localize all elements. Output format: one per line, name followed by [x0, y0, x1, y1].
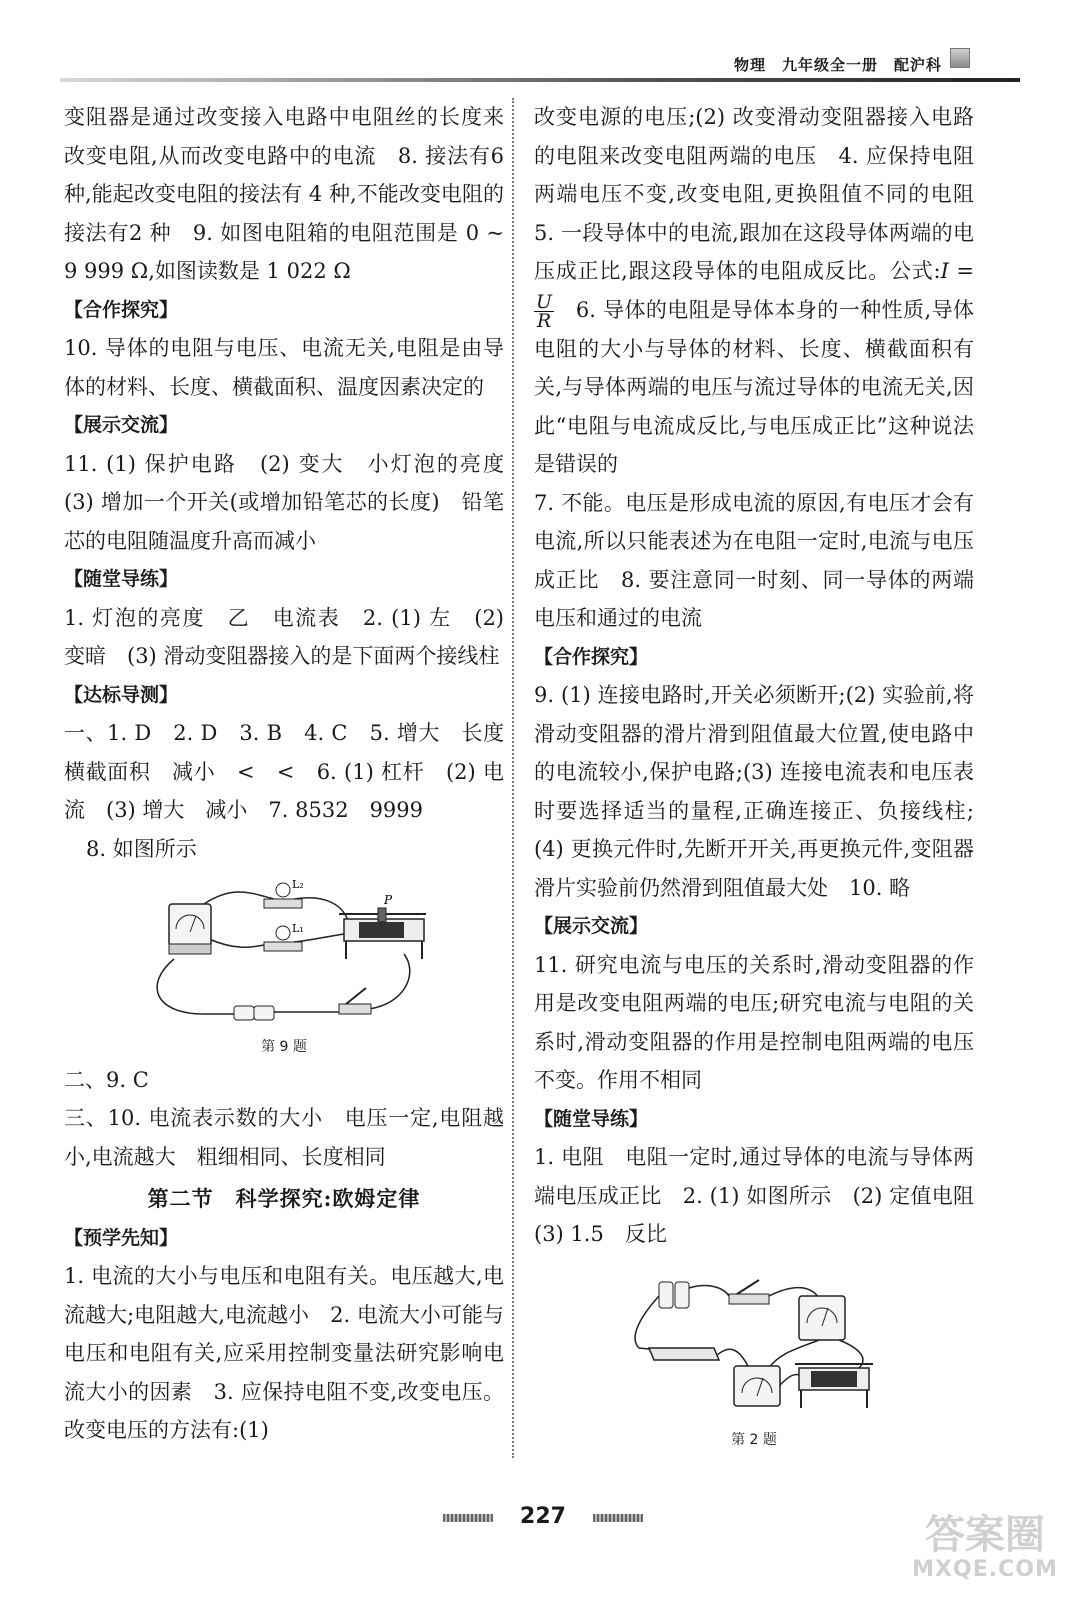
- circuit-figure-9: [64, 874, 504, 1057]
- chapter-section-title: 第二节 科学探究:欧姆定律: [147, 1186, 421, 1211]
- section-heading: 【预学先知】: [64, 1226, 179, 1249]
- bulb-l2-label: L₂: [292, 878, 304, 891]
- answer-paragraph: 10. 导体的电阻与电压、电流无关,电阻是由导体的材料、长度、横截面积、温度因素决定的: [64, 336, 504, 399]
- answer-paragraph: 11. (1) 保护电路 (2) 变大 小灯泡的亮度 (3) 增加一个开关(或增加铅笔芯的长度) 铅笔芯的电阻随温度升高而减小: [64, 451, 525, 553]
- answer-paragraph: 变阻器是通过改变接入电路中电阻丝的长度来改变电阻,从而改变电路中的电流 8. 接法有6 种,能起改变电阻的接法有 4 种,不能改变电阻的接法有2 种 9. 如图电阻箱的电阻范围是 0 ~ 9 999 Ω,如图读数是 1 022 Ω: [64, 105, 504, 283]
- footer-ornament-right: [593, 1514, 643, 1522]
- bulb-l1-label: L₁: [292, 922, 304, 935]
- answer-text: 6. 导体的电阻是导体本身的一种性质,导体电阻的大小与导体的材料、长度、横截面积有关,与导体两端的电压与流过导体的电流无关,因此“电阻与电流成反比,与电压成正比”这种说法是错误的: [534, 297, 974, 476]
- footer-ornament-left: [443, 1514, 493, 1522]
- fraction-denominator: R: [536, 309, 552, 332]
- page-header: [60, 48, 1020, 82]
- circuit-diagram-illustration: [134, 874, 434, 1024]
- left-column: [64, 98, 525, 1450]
- answer-paragraph: 8. 如图所示: [86, 836, 197, 861]
- header-book-title: 物理 九年级全一册 配沪科: [733, 56, 942, 74]
- section-heading: 【达标导测】: [64, 683, 179, 706]
- circuit-diagram-illustration: [629, 1268, 879, 1418]
- answer-paragraph: 11. 研究电流与电压的关系时,滑动变阻器的作用是改变电阻两端的电压;研究电流与电阻的关系时,滑动变阻器的作用是控制电阻两端的电压不变。作用不相同: [534, 952, 974, 1092]
- column-divider: [512, 98, 514, 1458]
- site-watermark: [910, 1512, 1060, 1592]
- answer-paragraph: 二、9. C: [64, 1067, 149, 1092]
- answer-text: 改变电源的电压;(2) 改变滑动变阻器接入电路的电阻来改变电阻两端的电压 4. 应保持电阻两端电压不变,改变电阻,更换阻值不同的电阻 5. 一段导体中的电流,跟加在这段导体两端的电压成正比,跟这段导体的电阻成反比。公式:: [534, 105, 995, 283]
- answer-paragraph: 1. 电流的大小与电压和电阻有关。电压越大,电流越大;电阻越大,电流越小 2. 电流大小可能与电压和电阻有关,应采用控制变量法研究影响电流大小的因素 3. 应保持电阻不变,改变电压。改变电压的方法有:(1): [64, 1264, 504, 1442]
- section-heading: 【随堂导练】: [64, 568, 179, 590]
- header-rule: [60, 78, 1020, 82]
- page-number: 227: [520, 1504, 566, 1529]
- watermark-url: MXQE.COM: [912, 1557, 1058, 1582]
- right-column: [534, 98, 995, 1454]
- formula-lhs: I =: [940, 259, 974, 283]
- circuit-figure-2: [534, 1268, 974, 1451]
- answer-paragraph: 1. 灯泡的亮度 乙 电流表 2. (1) 左 (2) 变暗 (3) 滑动变阻器接入的是下面两个接线柱: [64, 605, 504, 668]
- section-heading: 【展示交流】: [534, 915, 649, 937]
- fraction-numerator: U: [536, 290, 553, 313]
- figure-caption: 第 2 题: [731, 1432, 777, 1448]
- watermark-logo-text: 答案圈: [925, 1512, 1045, 1558]
- slider-p-label: P: [384, 893, 393, 907]
- section-heading: 【合作探究】: [64, 298, 179, 321]
- section-heading: 【展示交流】: [64, 414, 179, 436]
- section-heading: 【随堂导练】: [534, 1107, 649, 1130]
- ohms-law-fraction: [534, 290, 554, 332]
- section-heading: 【合作探究】: [534, 645, 649, 668]
- answer-paragraph: 9. (1) 连接电路时,开关必须断开;(2) 实验前,将滑动变阻器的滑片滑到阻值最大位置,使电路中的电流较小,保护电路;(3) 连接电流表和电压表时要选择适当的量程,正确连接正、负接线柱;(4) 更换元件时,先断开开关,再更换元件,变阻器滑片实验前仍然滑到阻值最大处 10. 略: [534, 683, 974, 900]
- header-marker: [950, 48, 970, 68]
- figure-caption: 第 9 题: [261, 1038, 307, 1055]
- answer-paragraph: 三、10. 电流表示数的大小 电压一定,电阻越小,电流越大 粗细相同、长度相同: [64, 1106, 504, 1169]
- answer-paragraph: 一、1. D 2. D 3. B 4. C 5. 增大 长度 横截面积 减小 < < 6. (1) 杠杆 (2) 电流 (3) 增大 减小 7. 8532 9999: [64, 721, 525, 822]
- answer-paragraph: 7. 不能。电压是形成电流的原因,有电压才会有电流,所以只能表述为在电阻一定时,电流与电压成正比 8. 要注意同一时刻、同一导体的两端电压和通过的电流: [534, 490, 974, 630]
- answer-paragraph: 1. 电阻 电阻一定时,通过导体的电流与导体两端电压成正比 2. (1) 如图所示 (2) 定值电阻 (3) 1.5 反比: [534, 1145, 995, 1246]
- answer-paragraph: [534, 98, 995, 484]
